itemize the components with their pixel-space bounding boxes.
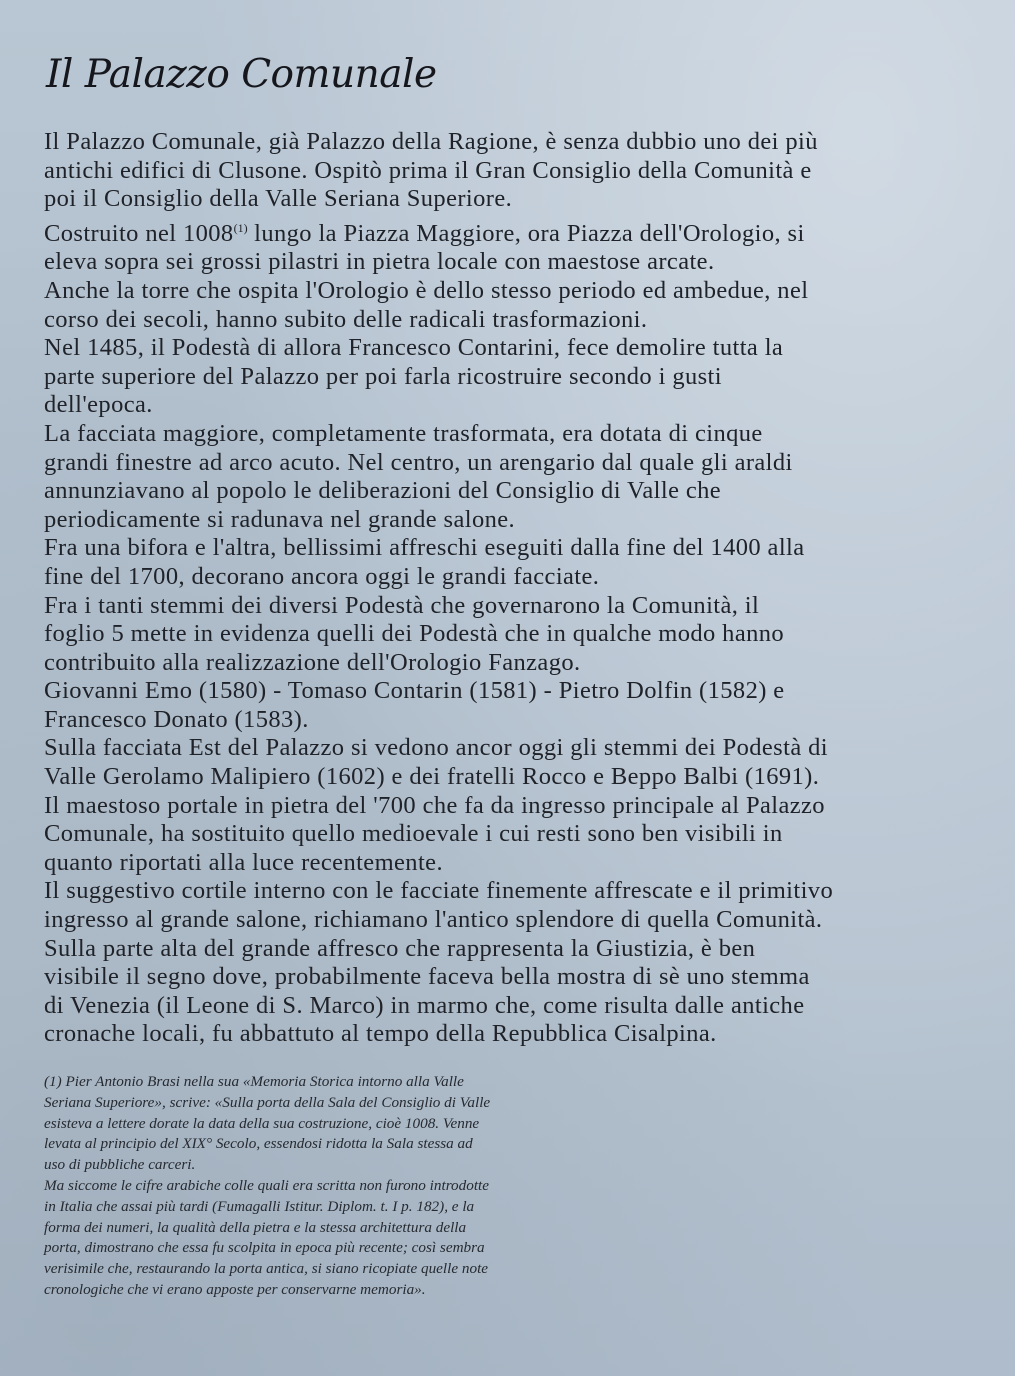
text-segment: lungo la Piazza Maggiore, ora Piazza dell'Orologio, si [247,219,805,247]
footnote [44,1072,664,1301]
footnote-reference: (1) [233,220,248,235]
text-line: Il Palazzo Comunale, già Palazzo della Ragione, è senza dubbio uno dei più [44,128,818,155]
text-line: Fra una bifora e l'altra, bellissimi affreschi eseguiti dalla fine del 1400 alla [44,534,805,562]
text-line: eleva sopra sei grossi pilastri in pietra locale con maestose arcate. [44,248,715,276]
text-line [44,214,964,249]
text-line: Anche la torre che ospita l'Orologio è dello stesso periodo ed ambedue, nel [44,276,809,304]
footnote-line: cronologiche che vi erano apposte per conservarne memoria». [44,1280,426,1298]
text-line: annunziavano al popolo le deliberazioni del Consiglio di Valle che [44,477,722,505]
footnote-line: porta, dimostrano che essa fu scolpita in epoca più recente; così sembra [44,1239,485,1257]
text-line: La facciata maggiore, completamente trasformata, era dotata di cinque [44,419,763,447]
text-line: parte superiore del Palazzo per poi farla ricostruire secondo i gusti [44,362,722,390]
text-line: Sulla facciata Est del Palazzo si vedono ancor oggi gli stemmi dei Podestà di [44,734,828,762]
text-line: Valle Gerolamo Malipiero (1602) e dei fratelli Rocco e Beppo Balbi (1691). [44,763,820,791]
text-line: Comunale, ha sostituito quello medioevale i cui resti sono ben visibili in [44,820,783,848]
text-line: poi il Consiglio della Valle Seriana Superiore. [44,185,513,213]
text-line: ingresso al grande salone, richiamano l'antico splendore di quella Comunità. [44,906,823,934]
text-line: dell'epoca. [44,391,153,419]
text-line: fine del 1700, decorano ancora oggi le grandi facciate. [44,562,600,590]
text-line: Il suggestivo cortile interno con le facciate finemente affrescate e il primitivo [44,877,834,905]
footnote-line: Seriana Superiore», scrive: «Sulla porta della Sala del Consiglio di Valle [44,1093,491,1111]
main-text [44,128,964,1049]
text-line: Giovanni Emo (1580) - Tomaso Contarin (1581) - Pietro Dolfin (1582) e [44,677,785,705]
text-line: Il maestoso portale in pietra del '700 che fa da ingresso principale al Palazzo [44,791,825,819]
text-line: contribuito alla realizzazione dell'Orologio Fanzago. [44,648,581,676]
text-line: antichi edifici di Clusone. Ospitò prima il Gran Consiglio della Comunità e [44,156,812,184]
footnote-line: levata al principio del XIX° Secolo, essendosi ridotta la Sala stessa ad [44,1135,473,1153]
page-title: Il Palazzo Comunale [46,52,437,97]
text-line: grandi finestre ad arco acuto. Nel centro, un arengario dal quale gli araldi [44,448,793,476]
text-line: corso dei secoli, hanno subito delle radicali trasformazioni. [44,305,648,333]
footnote-line: verisimile che, restaurando la porta antica, si siano ricopiate quelle note [44,1260,489,1278]
text-line: cronache locali, fu abbattuto al tempo della Repubblica Cisalpina. [44,1020,717,1048]
text-line: Sulla parte alta del grande affresco che rappresenta la Giustizia, è ben [44,934,756,962]
text-line: Nel 1485, il Podestà di allora Francesco Contarini, fece demolire tutta la [44,334,784,362]
text-line: di Venezia (il Leone di S. Marco) in marmo che, come risulta dalle antiche [44,991,805,1019]
text-line: quanto riportati alla luce recentemente. [44,848,443,876]
text-line: visibile il segno dove, probabilmente faceva bella mostra di sè uno stemma [44,963,810,991]
footnote-line: (1) Pier Antonio Brasi nella sua «Memoria Storica intorno alla Valle [44,1073,464,1090]
footnote-line: uso di pubbliche carceri. [44,1156,196,1174]
text-line: Francesco Donato (1583). [44,705,309,733]
text-line: periodicamente si radunava nel grande salone. [44,505,516,533]
text-line: foglio 5 mette in evidenza quelli dei Podestà che in qualche modo hanno [44,620,785,648]
text-segment: Costruito nel 1008 [44,219,234,247]
footnote-line: forma dei numeri, la qualità della pietra e la stessa architettura della [44,1218,467,1236]
footnote-line: Ma siccome le cifre arabiche colle quali era scritta non furono introdotte [44,1176,489,1194]
text-line: Fra i tanti stemmi dei diversi Podestà che governarono la Comunità, il [44,591,760,619]
footnote-line: in Italia che assai più tardi (Fumagalli Istitur. Diplom. t. I p. 182), e la [44,1197,475,1215]
footnote-line: esisteva a lettere dorate la data della sua costruzione, cioè 1008. Venne [44,1114,480,1132]
